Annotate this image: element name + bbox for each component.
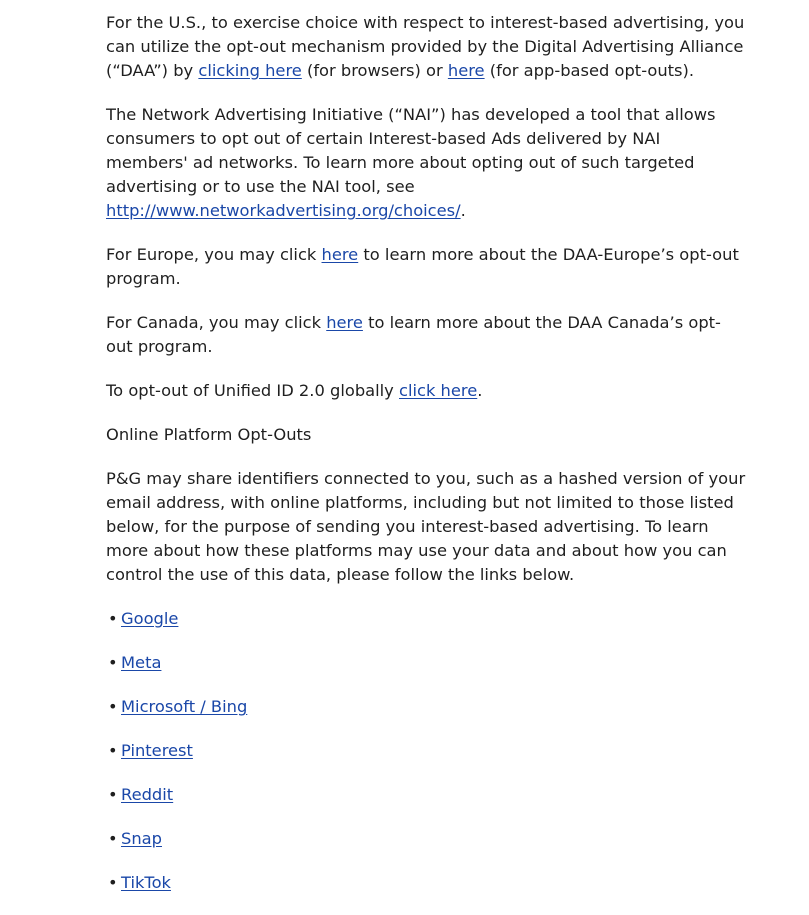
bullet-icon: • — [108, 653, 118, 672]
bullet-icon: • — [108, 697, 118, 716]
bullet-icon: • — [108, 741, 118, 760]
nai-text-1: The Network Advertising Initiative (“NAI”) has developed a tool that allows consumers to opt out of certain Interest-based Ads delivered by NAI members' ad networks. To learn more about opting out of such targeted advertising or to use the NAI tool, see — [106, 105, 716, 196]
daa-browser-optout-link[interactable]: clicking here — [198, 61, 302, 80]
bullet-icon: • — [108, 873, 118, 892]
list-item — [106, 783, 746, 807]
europe-paragraph — [106, 243, 746, 291]
list-item — [106, 739, 746, 763]
europe-text-2: to learn more about the DAA-Europe’s opt-out program. — [106, 245, 739, 288]
us-text-1: For the U.S., to exercise choice with respect to interest-based advertising, you can utilize the opt-out mechanism provided by the Digital Advertising Alliance (“DAA”) by — [106, 13, 745, 80]
snap-link[interactable]: Snap — [121, 829, 162, 848]
microsoft-bing-link[interactable]: Microsoft / Bing — [121, 697, 248, 716]
list-item — [106, 651, 746, 675]
meta-link[interactable]: Meta — [121, 653, 162, 672]
canada-text-2: to learn more about the DAA Canada’s opt-out program. — [106, 313, 721, 356]
daa-app-optout-link[interactable]: here — [447, 61, 485, 80]
canada-text-1: For Canada, you may click — [106, 313, 327, 332]
us-text-3: (for app-based opt-outs). — [484, 61, 695, 80]
canada-paragraph — [106, 311, 746, 359]
bullet-icon: • — [108, 785, 118, 804]
us-optout-paragraph — [106, 11, 746, 83]
uid2-optout-link[interactable]: click here — [399, 381, 478, 400]
platform-list — [106, 607, 746, 895]
nai-text-2: . — [460, 201, 466, 220]
nai-paragraph — [106, 103, 746, 223]
us-text-2: (for browsers) or — [301, 61, 448, 80]
daa-canada-link[interactable]: here — [326, 313, 363, 332]
daa-europe-link[interactable]: here — [321, 245, 359, 264]
uid2-paragraph — [106, 379, 746, 403]
section-heading: Online Platform Opt-Outs — [106, 425, 312, 444]
bullet-icon: • — [108, 829, 118, 848]
list-item — [106, 607, 746, 631]
bullet-icon: • — [108, 609, 118, 628]
list-item — [106, 871, 746, 895]
pinterest-link[interactable]: Pinterest — [121, 741, 193, 760]
list-item — [106, 827, 746, 851]
google-link[interactable]: Google — [121, 609, 179, 628]
tiktok-link[interactable]: TikTok — [121, 873, 171, 892]
nai-choices-link[interactable]: http://www.networkadvertising.org/choices/ — [106, 201, 461, 220]
privacy-content — [106, 11, 746, 915]
list-item — [106, 695, 746, 719]
uid2-text-1: To opt-out of Unified ID 2.0 globally — [106, 381, 399, 400]
uid2-text-2: . — [477, 381, 483, 400]
europe-text-1: For Europe, you may click — [106, 245, 322, 264]
platforms-intro-paragraph: P&G may share identifiers connected to you, such as a hashed version of your email address, with online platforms, including but not limited to those listed below, for the purpose of sending you interest-based advertising. To learn more about how these platforms may use your data and about how you can control the use of this data, please follow the links below. — [106, 469, 746, 584]
reddit-link[interactable]: Reddit — [121, 785, 174, 804]
